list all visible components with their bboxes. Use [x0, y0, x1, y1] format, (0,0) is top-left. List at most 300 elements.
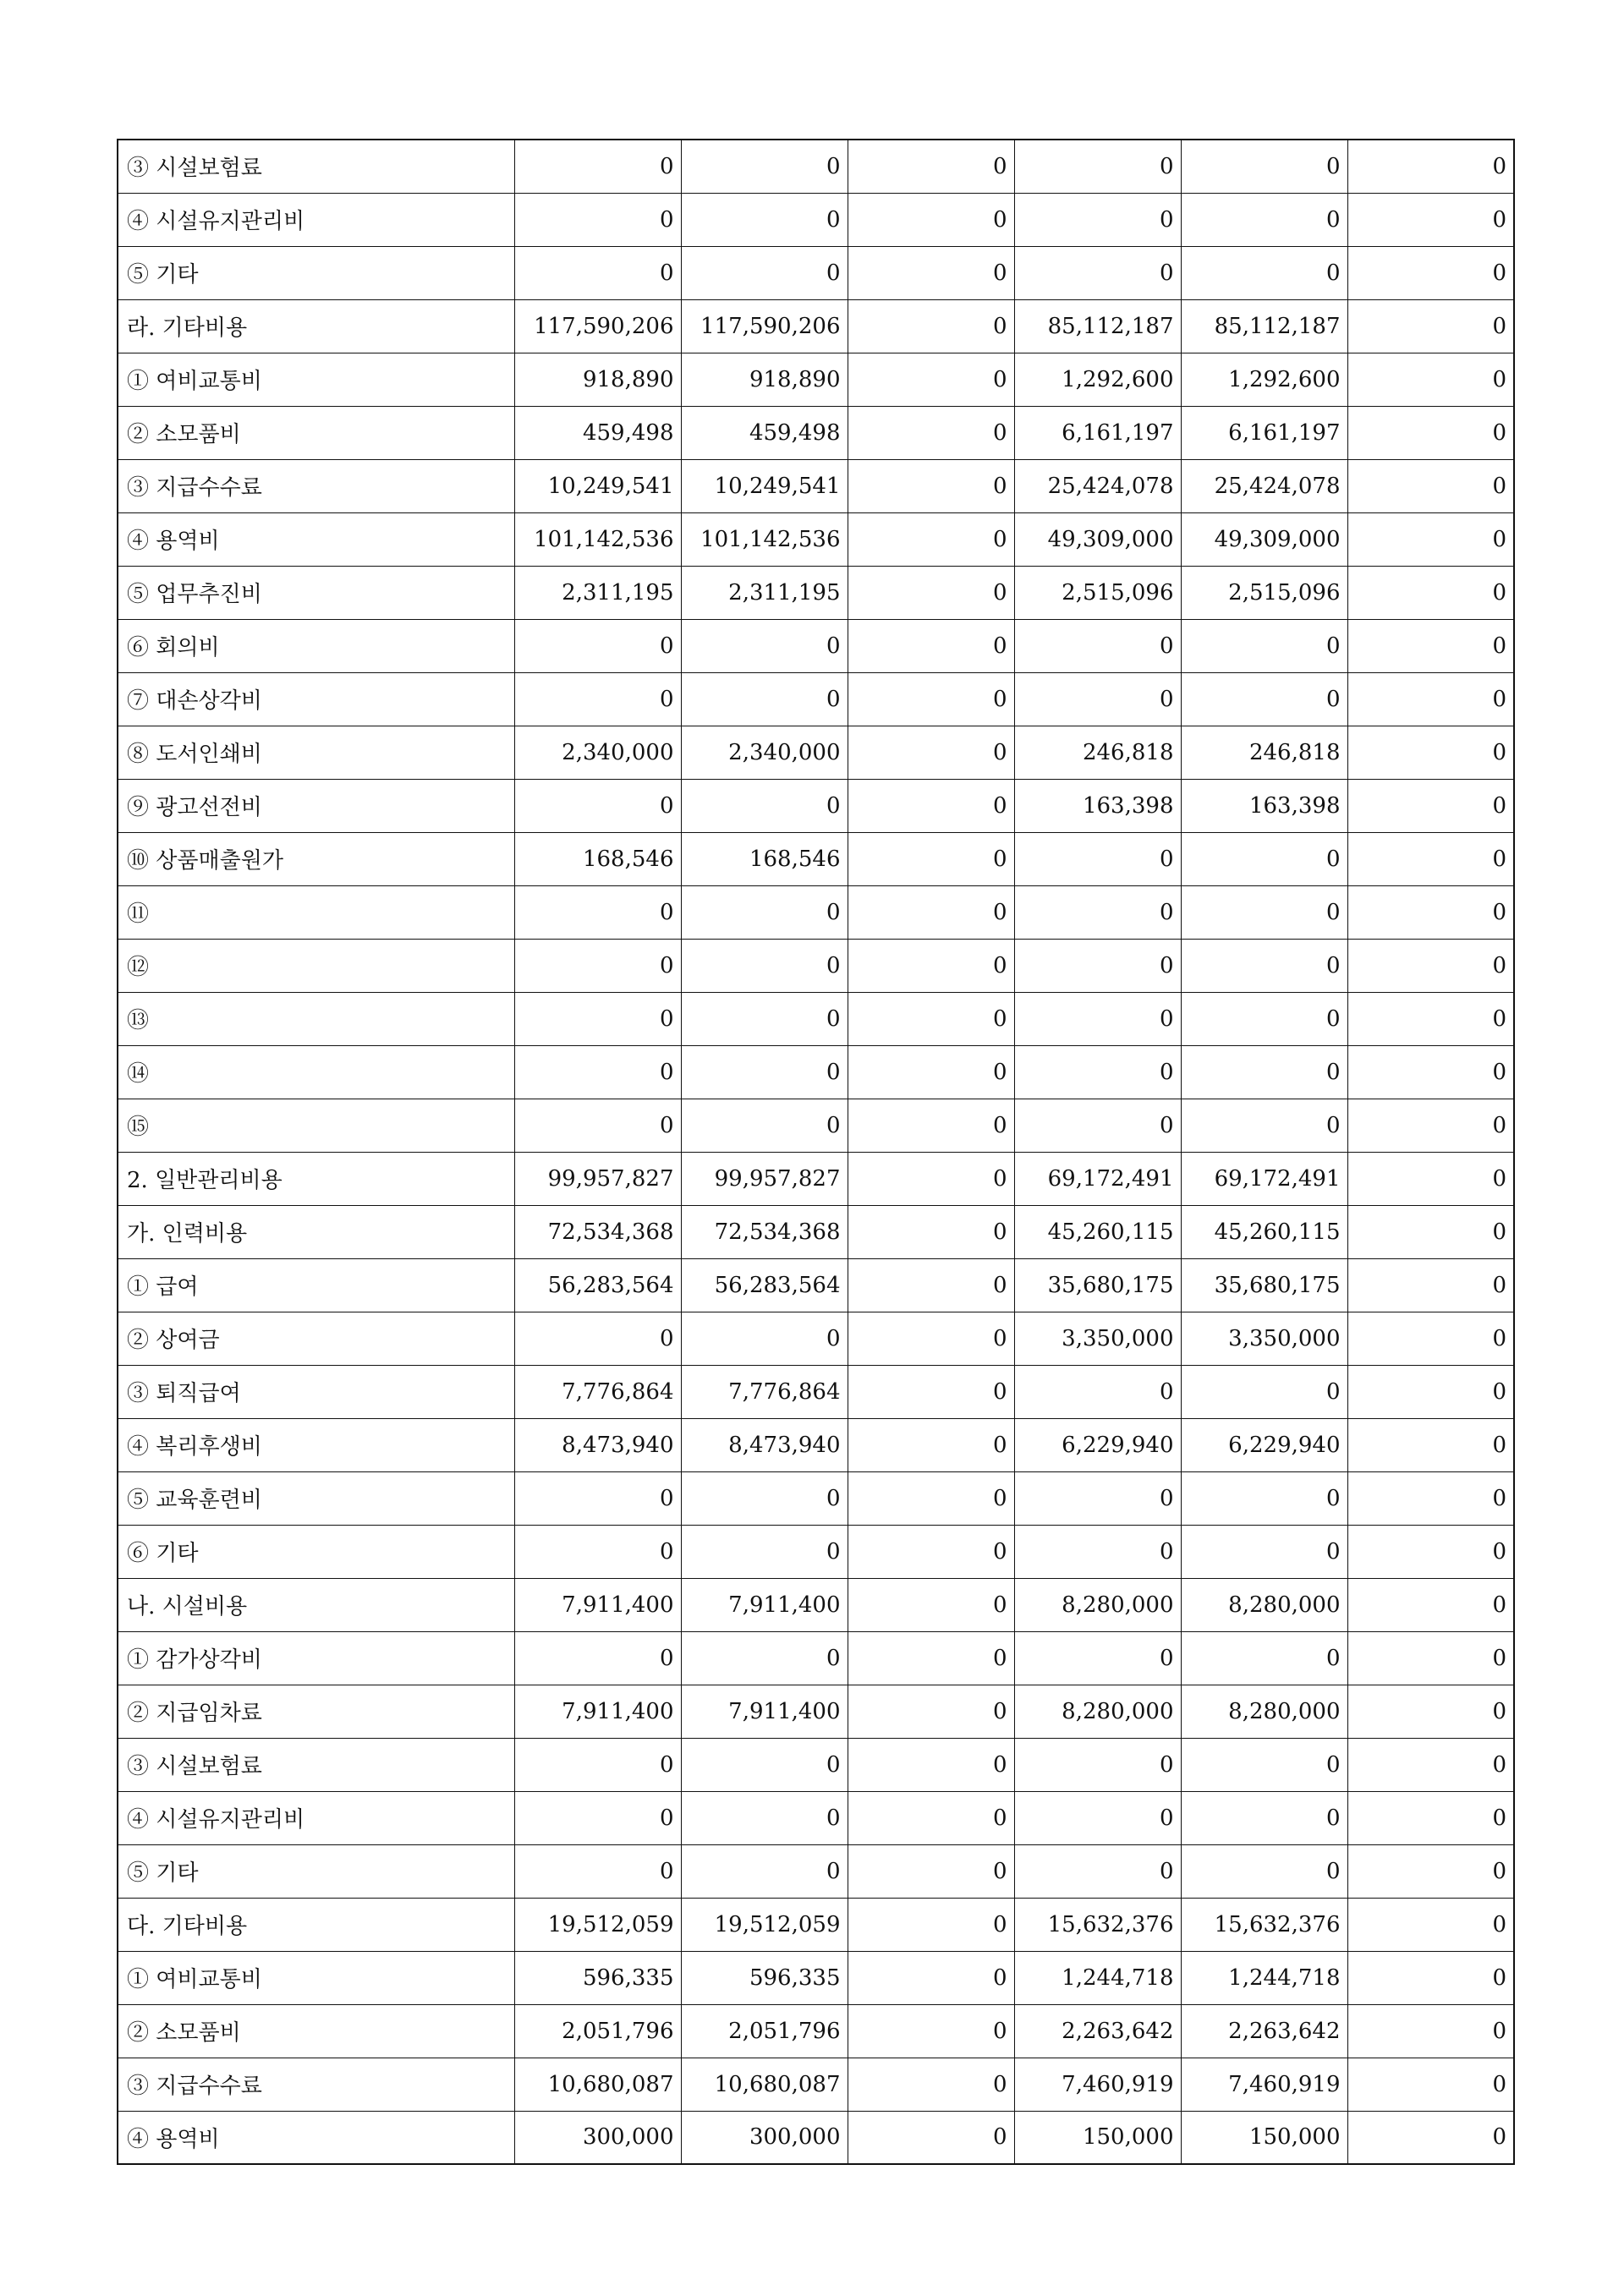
amount-cell: 0: [514, 939, 681, 992]
table-row: [118, 193, 1514, 246]
amount-cell: 0: [1014, 1525, 1181, 1578]
amount-cell: 246,818: [1014, 726, 1181, 779]
table-row: [118, 1045, 1514, 1099]
table-row: [118, 459, 1514, 512]
amount-cell: 0: [848, 1685, 1014, 1738]
table-row: [118, 2058, 1514, 2111]
table-row: [118, 1631, 1514, 1685]
amount-cell: 0: [1181, 1631, 1347, 1685]
amount-cell: 0: [681, 1631, 848, 1685]
amount-cell: 0: [848, 726, 1014, 779]
amount-cell: 0: [1181, 1525, 1347, 1578]
table-row: [118, 992, 1514, 1045]
amount-cell: 300,000: [514, 2111, 681, 2164]
amount-cell: 0: [681, 1471, 848, 1525]
table-row: [118, 1258, 1514, 1312]
row-label: ④ 용역비: [118, 2111, 514, 2164]
amount-cell: 0: [1347, 992, 1514, 1045]
amount-cell: 8,280,000: [1014, 1578, 1181, 1631]
amount-cell: 0: [848, 1951, 1014, 2004]
amount-cell: 0: [681, 885, 848, 939]
row-label: ⑤ 교육훈련비: [118, 1471, 514, 1525]
amount-cell: 15,632,376: [1014, 1898, 1181, 1951]
amount-cell: 2,051,796: [681, 2004, 848, 2058]
amount-cell: 0: [1347, 1258, 1514, 1312]
amount-cell: 7,911,400: [681, 1578, 848, 1631]
amount-cell: 2,311,195: [514, 566, 681, 619]
amount-cell: 0: [848, 1152, 1014, 1205]
amount-cell: 459,498: [681, 406, 848, 459]
amount-cell: 2,263,642: [1181, 2004, 1347, 2058]
amount-cell: 0: [848, 1525, 1014, 1578]
amount-cell: 0: [514, 246, 681, 299]
amount-cell: 8,280,000: [1181, 1685, 1347, 1738]
amount-cell: 0: [848, 939, 1014, 992]
amount-cell: 0: [514, 885, 681, 939]
amount-cell: 0: [1347, 1898, 1514, 1951]
amount-cell: 0: [681, 1738, 848, 1791]
amount-cell: 117,590,206: [514, 299, 681, 353]
amount-cell: 0: [1347, 299, 1514, 353]
amount-cell: 101,142,536: [681, 512, 848, 566]
amount-cell: 0: [1014, 672, 1181, 726]
amount-cell: 0: [848, 832, 1014, 885]
amount-cell: 0: [1347, 1631, 1514, 1685]
table-row: [118, 1791, 1514, 1844]
row-label: ④ 시설유지관리비: [118, 193, 514, 246]
table-row: [118, 406, 1514, 459]
amount-cell: 0: [681, 246, 848, 299]
amount-cell: 0: [1014, 992, 1181, 1045]
table-row: [118, 1578, 1514, 1631]
table-row: [118, 1844, 1514, 1898]
amount-cell: 0: [848, 1205, 1014, 1258]
amount-cell: 918,890: [681, 353, 848, 406]
amount-cell: 0: [1347, 1418, 1514, 1471]
amount-cell: 8,280,000: [1181, 1578, 1347, 1631]
amount-cell: 35,680,175: [1181, 1258, 1347, 1312]
amount-cell: 2,515,096: [1181, 566, 1347, 619]
amount-cell: 0: [1347, 1951, 1514, 2004]
table-row: [118, 353, 1514, 406]
amount-cell: 0: [514, 1791, 681, 1844]
row-label: ① 급여: [118, 1258, 514, 1312]
amount-cell: 8,473,940: [514, 1418, 681, 1471]
amount-cell: 1,292,600: [1181, 353, 1347, 406]
amount-cell: 0: [681, 1525, 848, 1578]
amount-cell: 72,534,368: [514, 1205, 681, 1258]
amount-cell: 0: [1014, 885, 1181, 939]
row-label: ③ 퇴직급여: [118, 1365, 514, 1418]
amount-cell: 0: [681, 619, 848, 672]
amount-cell: 0: [848, 1045, 1014, 1099]
amount-cell: 0: [1347, 885, 1514, 939]
row-label: ⑬: [118, 992, 514, 1045]
row-label: ⑦ 대손상각비: [118, 672, 514, 726]
amount-cell: 0: [848, 1312, 1014, 1365]
amount-cell: 163,398: [1014, 779, 1181, 832]
table-row: [118, 299, 1514, 353]
table-row: [118, 1365, 1514, 1418]
amount-cell: 7,776,864: [514, 1365, 681, 1418]
amount-cell: 49,309,000: [1181, 512, 1347, 566]
amount-cell: 150,000: [1014, 2111, 1181, 2164]
amount-cell: 49,309,000: [1014, 512, 1181, 566]
amount-cell: 7,911,400: [681, 1685, 848, 1738]
amount-cell: 0: [1347, 140, 1514, 193]
amount-cell: 0: [1347, 779, 1514, 832]
amount-cell: 0: [514, 1099, 681, 1152]
row-label: ⑤ 기타: [118, 246, 514, 299]
amount-cell: 7,911,400: [514, 1685, 681, 1738]
amount-cell: 0: [514, 1525, 681, 1578]
amount-cell: 0: [848, 1365, 1014, 1418]
amount-cell: 0: [1181, 246, 1347, 299]
row-label: 나. 시설비용: [118, 1578, 514, 1631]
expense-table: [117, 139, 1515, 2165]
amount-cell: 0: [681, 140, 848, 193]
amount-cell: 69,172,491: [1181, 1152, 1347, 1205]
amount-cell: 0: [1347, 2111, 1514, 2164]
amount-cell: 0: [848, 1578, 1014, 1631]
amount-cell: 0: [1347, 2004, 1514, 2058]
row-label: ⑥ 기타: [118, 1525, 514, 1578]
table-row: [118, 2004, 1514, 2058]
amount-cell: 0: [848, 1844, 1014, 1898]
row-label: ① 여비교통비: [118, 1951, 514, 2004]
row-label: ③ 시설보험료: [118, 1738, 514, 1791]
amount-cell: 0: [681, 1791, 848, 1844]
amount-cell: 0: [514, 672, 681, 726]
table-row: [118, 1685, 1514, 1738]
amount-cell: 0: [1014, 1471, 1181, 1525]
amount-cell: 6,229,940: [1014, 1418, 1181, 1471]
amount-cell: 6,161,197: [1181, 406, 1347, 459]
table-row: [118, 1312, 1514, 1365]
table-row: [118, 1951, 1514, 2004]
amount-cell: 99,957,827: [514, 1152, 681, 1205]
amount-cell: 0: [681, 1099, 848, 1152]
amount-cell: 0: [681, 992, 848, 1045]
amount-cell: 0: [1347, 832, 1514, 885]
amount-cell: 0: [514, 992, 681, 1045]
amount-cell: 35,680,175: [1014, 1258, 1181, 1312]
row-label: 라. 기타비용: [118, 299, 514, 353]
amount-cell: 0: [1347, 1525, 1514, 1578]
amount-cell: 6,161,197: [1014, 406, 1181, 459]
amount-cell: 0: [848, 2111, 1014, 2164]
amount-cell: 25,424,078: [1014, 459, 1181, 512]
amount-cell: 2,051,796: [514, 2004, 681, 2058]
row-label: ① 감가상각비: [118, 1631, 514, 1685]
row-label: 다. 기타비용: [118, 1898, 514, 1951]
amount-cell: 2,263,642: [1014, 2004, 1181, 2058]
amount-cell: 0: [1347, 726, 1514, 779]
row-label: ① 여비교통비: [118, 353, 514, 406]
row-label: ③ 지급수수료: [118, 2058, 514, 2111]
amount-cell: 10,680,087: [681, 2058, 848, 2111]
row-label: ② 소모품비: [118, 406, 514, 459]
amount-cell: 10,249,541: [681, 459, 848, 512]
table-row: [118, 1738, 1514, 1791]
table-row: [118, 779, 1514, 832]
amount-cell: 0: [1181, 1471, 1347, 1525]
amount-cell: 0: [1347, 1738, 1514, 1791]
amount-cell: 1,244,718: [1181, 1951, 1347, 2004]
table-row: [118, 726, 1514, 779]
amount-cell: 0: [1347, 2058, 1514, 2111]
row-label: ⑭: [118, 1045, 514, 1099]
amount-cell: 7,776,864: [681, 1365, 848, 1418]
amount-cell: 56,283,564: [514, 1258, 681, 1312]
amount-cell: 0: [848, 992, 1014, 1045]
amount-cell: 0: [681, 672, 848, 726]
row-label: ② 지급임차료: [118, 1685, 514, 1738]
row-label: ④ 용역비: [118, 512, 514, 566]
row-label: ④ 복리후생비: [118, 1418, 514, 1471]
amount-cell: 168,546: [681, 832, 848, 885]
amount-cell: 0: [848, 1631, 1014, 1685]
row-label: ④ 시설유지관리비: [118, 1791, 514, 1844]
amount-cell: 15,632,376: [1181, 1898, 1347, 1951]
amount-cell: 8,473,940: [681, 1418, 848, 1471]
row-label: ⑫: [118, 939, 514, 992]
amount-cell: 3,350,000: [1181, 1312, 1347, 1365]
amount-cell: 0: [848, 1738, 1014, 1791]
amount-cell: 0: [1181, 1738, 1347, 1791]
amount-cell: 2,515,096: [1014, 566, 1181, 619]
amount-cell: 10,680,087: [514, 2058, 681, 2111]
amount-cell: 0: [848, 1791, 1014, 1844]
amount-cell: 0: [1347, 1844, 1514, 1898]
table-row: [118, 1099, 1514, 1152]
amount-cell: 10,249,541: [514, 459, 681, 512]
amount-cell: 0: [1181, 140, 1347, 193]
amount-cell: 0: [1014, 1099, 1181, 1152]
row-label: ⑤ 업무추진비: [118, 566, 514, 619]
amount-cell: 0: [514, 1738, 681, 1791]
amount-cell: 0: [1014, 193, 1181, 246]
amount-cell: 168,546: [514, 832, 681, 885]
expense-table-body: [118, 140, 1514, 2164]
amount-cell: 0: [848, 459, 1014, 512]
row-label: 2. 일반관리비용: [118, 1152, 514, 1205]
amount-cell: 0: [848, 2004, 1014, 2058]
amount-cell: 0: [848, 512, 1014, 566]
amount-cell: 0: [514, 1471, 681, 1525]
amount-cell: 1,244,718: [1014, 1951, 1181, 2004]
amount-cell: 596,335: [681, 1951, 848, 2004]
table-row: [118, 672, 1514, 726]
amount-cell: 0: [514, 619, 681, 672]
amount-cell: 0: [1181, 992, 1347, 1045]
amount-cell: 0: [848, 779, 1014, 832]
row-label: ③ 시설보험료: [118, 140, 514, 193]
amount-cell: 0: [681, 939, 848, 992]
amount-cell: 0: [681, 1045, 848, 1099]
table-row: [118, 140, 1514, 193]
amount-cell: 0: [1014, 832, 1181, 885]
amount-cell: 2,340,000: [681, 726, 848, 779]
amount-cell: 19,512,059: [681, 1898, 848, 1951]
table-row: [118, 246, 1514, 299]
amount-cell: 0: [1347, 619, 1514, 672]
table-row: [118, 939, 1514, 992]
amount-cell: 45,260,115: [1014, 1205, 1181, 1258]
amount-cell: 0: [1181, 1099, 1347, 1152]
amount-cell: 0: [514, 140, 681, 193]
table-row: [118, 1418, 1514, 1471]
amount-cell: 0: [1347, 939, 1514, 992]
amount-cell: 0: [1347, 1685, 1514, 1738]
amount-cell: 0: [1181, 672, 1347, 726]
amount-cell: 0: [1014, 1631, 1181, 1685]
amount-cell: 0: [1347, 512, 1514, 566]
amount-cell: 0: [848, 2058, 1014, 2111]
amount-cell: 0: [848, 1258, 1014, 1312]
amount-cell: 163,398: [1181, 779, 1347, 832]
amount-cell: 0: [1014, 246, 1181, 299]
amount-cell: 56,283,564: [681, 1258, 848, 1312]
amount-cell: 0: [1014, 1738, 1181, 1791]
amount-cell: 0: [1347, 246, 1514, 299]
amount-cell: 2,311,195: [681, 566, 848, 619]
amount-cell: 3,350,000: [1014, 1312, 1181, 1365]
table-row: [118, 566, 1514, 619]
amount-cell: 0: [1014, 939, 1181, 992]
amount-cell: 596,335: [514, 1951, 681, 2004]
amount-cell: 69,172,491: [1014, 1152, 1181, 1205]
row-label: ⑧ 도서인쇄비: [118, 726, 514, 779]
amount-cell: 0: [1181, 1365, 1347, 1418]
amount-cell: 0: [1181, 1791, 1347, 1844]
amount-cell: 0: [514, 1312, 681, 1365]
amount-cell: 0: [1347, 1791, 1514, 1844]
table-row: [118, 1525, 1514, 1578]
amount-cell: 150,000: [1181, 2111, 1347, 2164]
row-label: ⑨ 광고선전비: [118, 779, 514, 832]
amount-cell: 0: [848, 246, 1014, 299]
amount-cell: 45,260,115: [1181, 1205, 1347, 1258]
amount-cell: 1,292,600: [1014, 353, 1181, 406]
row-label: ⑪: [118, 885, 514, 939]
amount-cell: 8,280,000: [1014, 1685, 1181, 1738]
amount-cell: 0: [1181, 1045, 1347, 1099]
table-row: [118, 832, 1514, 885]
amount-cell: 0: [1014, 619, 1181, 672]
row-label: ⑮: [118, 1099, 514, 1152]
amount-cell: 0: [848, 353, 1014, 406]
amount-cell: 0: [1347, 1099, 1514, 1152]
amount-cell: 0: [1014, 140, 1181, 193]
amount-cell: 0: [514, 1045, 681, 1099]
amount-cell: 0: [848, 672, 1014, 726]
amount-cell: 0: [1347, 1045, 1514, 1099]
amount-cell: 0: [1347, 566, 1514, 619]
amount-cell: 6,229,940: [1181, 1418, 1347, 1471]
amount-cell: 7,460,919: [1014, 2058, 1181, 2111]
amount-cell: 0: [1347, 1312, 1514, 1365]
amount-cell: 85,112,187: [1014, 299, 1181, 353]
amount-cell: 7,911,400: [514, 1578, 681, 1631]
amount-cell: 0: [681, 1312, 848, 1365]
amount-cell: 0: [1347, 353, 1514, 406]
amount-cell: 0: [1181, 619, 1347, 672]
row-label: ③ 지급수수료: [118, 459, 514, 512]
amount-cell: 19,512,059: [514, 1898, 681, 1951]
amount-cell: 0: [1347, 1578, 1514, 1631]
amount-cell: 0: [514, 1631, 681, 1685]
amount-cell: 0: [848, 299, 1014, 353]
table-row: [118, 1471, 1514, 1525]
amount-cell: 0: [848, 1418, 1014, 1471]
amount-cell: 0: [1347, 1152, 1514, 1205]
table-row: [118, 1152, 1514, 1205]
amount-cell: 0: [848, 619, 1014, 672]
amount-cell: 0: [848, 885, 1014, 939]
amount-cell: 0: [1181, 1844, 1347, 1898]
amount-cell: 0: [1347, 1205, 1514, 1258]
amount-cell: 0: [848, 1099, 1014, 1152]
amount-cell: 0: [1347, 672, 1514, 726]
amount-cell: 101,142,536: [514, 512, 681, 566]
amount-cell: 2,340,000: [514, 726, 681, 779]
amount-cell: 85,112,187: [1181, 299, 1347, 353]
row-label: ② 상여금: [118, 1312, 514, 1365]
amount-cell: 0: [848, 1471, 1014, 1525]
table-row: [118, 1898, 1514, 1951]
amount-cell: 0: [681, 1844, 848, 1898]
amount-cell: 0: [514, 1844, 681, 1898]
amount-cell: 0: [1347, 1471, 1514, 1525]
row-label: ② 소모품비: [118, 2004, 514, 2058]
amount-cell: 0: [1181, 885, 1347, 939]
amount-cell: 0: [848, 140, 1014, 193]
row-label: ⑤ 기타: [118, 1844, 514, 1898]
amount-cell: 0: [1347, 193, 1514, 246]
amount-cell: 0: [681, 779, 848, 832]
row-label: ⑩ 상품매출원가: [118, 832, 514, 885]
amount-cell: 459,498: [514, 406, 681, 459]
table-row: [118, 2111, 1514, 2164]
amount-cell: 0: [514, 193, 681, 246]
amount-cell: 99,957,827: [681, 1152, 848, 1205]
amount-cell: 918,890: [514, 353, 681, 406]
amount-cell: 246,818: [1181, 726, 1347, 779]
amount-cell: 0: [1014, 1844, 1181, 1898]
amount-cell: 0: [848, 1898, 1014, 1951]
amount-cell: 0: [848, 193, 1014, 246]
amount-cell: 300,000: [681, 2111, 848, 2164]
table-row: [118, 1205, 1514, 1258]
row-label: ⑥ 회의비: [118, 619, 514, 672]
amount-cell: 0: [848, 566, 1014, 619]
amount-cell: 25,424,078: [1181, 459, 1347, 512]
row-label: 가. 인력비용: [118, 1205, 514, 1258]
amount-cell: 0: [1181, 832, 1347, 885]
amount-cell: 72,534,368: [681, 1205, 848, 1258]
amount-cell: 0: [1347, 459, 1514, 512]
amount-cell: 0: [848, 406, 1014, 459]
amount-cell: 0: [1014, 1365, 1181, 1418]
amount-cell: 0: [1347, 1365, 1514, 1418]
table-row: [118, 512, 1514, 566]
amount-cell: 117,590,206: [681, 299, 848, 353]
amount-cell: 0: [1181, 193, 1347, 246]
amount-cell: 0: [1181, 939, 1347, 992]
amount-cell: 0: [681, 193, 848, 246]
amount-cell: 0: [1347, 406, 1514, 459]
